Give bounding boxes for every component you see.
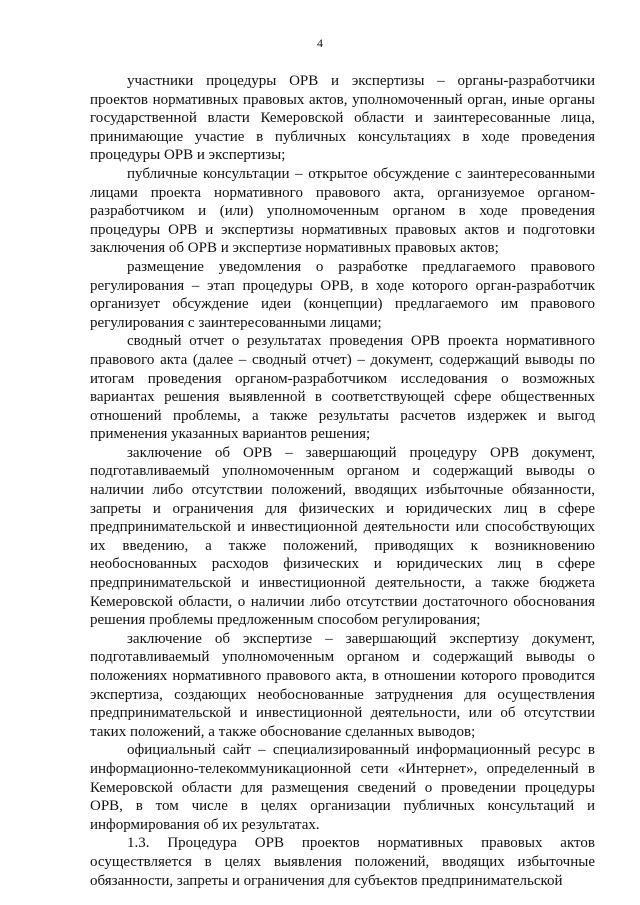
paragraph-notification-definition: размещение уведомления о разработке предлагаемого правового регулирования – этап процедуры ОРВ, в ходе которого орган-разработчик организует обсуждение идеи (концепции) предлагаемого им правового регулирования с заинтересованными лицами; [90, 258, 595, 331]
paragraph-official-site-definition: официальный сайт – специализированный информационный ресурс в информационно-телекоммуникационной сети «Интернет», определенный в Кемеровской области для размещения сведений о проведении процедуры ОРВ, в том числе в целях организации публичных консультаций и информирования об их результатах. [90, 742, 595, 833]
paragraph-summary-report-definition: сводный отчет о результатах проведения ОРВ проекта нормативного правового акта (далее – сводный отчет) – документ, содержащий выводы по итогам проведения органом-разработчиком исследования о возможных вариантах решения выявленной в соответствующей сфере общественных отношений проблемы, а также результаты расчетов издержек и выгод применения указанных вариантов решения; [90, 333, 595, 443]
document-body [90, 72, 595, 890]
paragraph-section-1-3: 1.3. Процедура ОРВ проектов нормативных правовых актов осуществляется в целях выявления положений, вводящих избыточные обязанности, запреты и ограничения для субъектов предпринимательской [90, 835, 595, 889]
page-number: 4 [317, 36, 323, 50]
paragraph-public-consultations-definition: публичные консультации – открытое обсуждение с заинтересованными лицами проекта нормативного правового акта, организуемое органом-разработчиком и (или) уполномоченным органом в ходе проведения процедуры ОРВ и экспертизы нормативных правовых актов и подготовки заключения об ОРВ и экспертизе нормативных правовых актов; [90, 165, 595, 257]
paragraph-expertise-conclusion-definition: заключение об экспертизе – завершающий экспертизу документ, подготавливаемый уполномоченным органом и содержащий выводы о положениях нормативного правового акта, в отношении которого проводится экспертиза, создающих необоснованные затруднения для осуществления предпринимательской и инвестиционной деятельности, или об отсутствии таких положений, а также обоснование сделанных выводов; [90, 630, 595, 740]
paragraph-orv-conclusion-definition: заключение об ОРВ – завершающий процедуру ОРВ документ, подготавливаемый уполномоченным органом и содержащий выводы о наличии либо отсутствии положений, вводящих избыточные обязанности, запреты и ограничения для физических и юридических лиц в сфере предпринимательской и инвестиционной деятельности или способствующих их введению, а также положений, приводящих к возникновению необоснованных расходов физических и юридических лиц в сфере предпринимательской и инвестиционной деятельности, а также бюджета Кемеровской области, о наличии либо отсутствии достаточного обоснования решения проблемы предложенным способом регулирования; [90, 444, 595, 629]
paragraph-participants-definition: участники процедуры ОРВ и экспертизы – органы-разработчики проектов нормативных правовых актов, уполномоченный орган, иные органы государственной власти Кемеровской области и заинтересованные лица, принимающие участие в публичных консультациях в ходе проведения процедуры ОРВ и экспертизы; [90, 73, 595, 164]
